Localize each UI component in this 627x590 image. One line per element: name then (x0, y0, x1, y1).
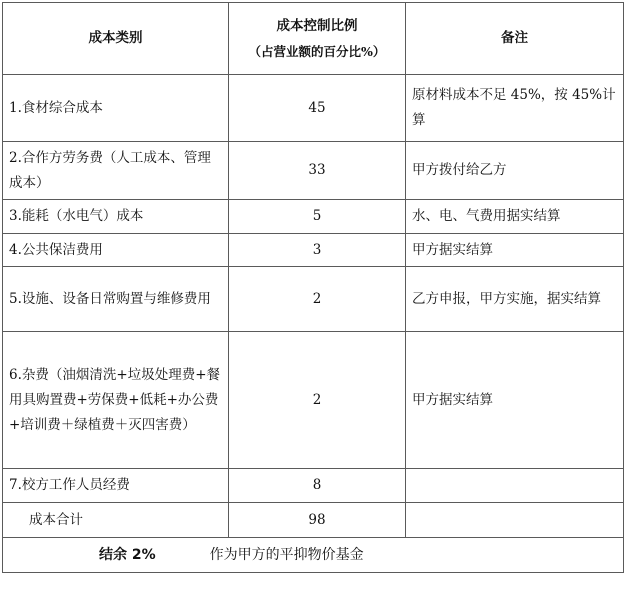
surplus-note: 作为甲方的平抑物价基金 (209, 546, 364, 563)
total-ratio: 98 (229, 503, 406, 538)
table-row (3, 200, 624, 234)
header-ratio (229, 3, 406, 75)
footer-cell (3, 538, 624, 573)
row-ratio: 3 (229, 234, 406, 267)
row-remark: 甲方拨付给乙方 (406, 142, 624, 200)
row-ratio: 5 (229, 200, 406, 234)
table-row (3, 142, 624, 200)
total-row (3, 503, 624, 538)
table-row (3, 267, 624, 332)
header-ratio-subtitle: （占营业额的百分比%） (248, 43, 386, 59)
row-category: 6.杂费（油烟清洗+垃圾处理费+餐用具购置费+劳保费+低耗+办公费+培训费＋绿植费＋灭四害费） (3, 332, 229, 469)
row-ratio: 45 (229, 75, 406, 142)
table-row (3, 469, 624, 503)
header-category: 成本类别 (3, 3, 229, 75)
header-ratio-title: 成本控制比例 (276, 17, 358, 34)
row-remark: 水、电、气费用据实结算 (406, 200, 624, 234)
row-ratio: 2 (229, 332, 406, 469)
table-row (3, 75, 624, 142)
surplus-label: 结余 2% (99, 546, 156, 563)
total-label: 成本合计 (3, 503, 229, 538)
table-row (3, 332, 624, 469)
row-category: 7.校方工作人员经费 (3, 469, 229, 503)
row-ratio: 8 (229, 469, 406, 503)
row-category: 4.公共保洁费用 (3, 234, 229, 267)
row-category: 3.能耗（水电气）成本 (3, 200, 229, 234)
row-remark: 甲方据实结算 (406, 234, 624, 267)
header-row (3, 3, 624, 75)
row-remark: 乙方申报，甲方实施，据实结算 (406, 267, 624, 332)
row-remark: 甲方据实结算 (406, 332, 624, 469)
row-remark: 原材料成本不足 45%，按 45%计算 (406, 75, 624, 142)
row-ratio: 2 (229, 267, 406, 332)
footer-row (3, 538, 624, 573)
header-remarks: 备注 (406, 3, 624, 75)
cost-control-table (2, 2, 624, 573)
total-remark (406, 503, 624, 538)
row-category: 1.食材综合成本 (3, 75, 229, 142)
row-ratio: 33 (229, 142, 406, 200)
table-row (3, 234, 624, 267)
row-category: 5.设施、设备日常购置与维修费用 (3, 267, 229, 332)
row-category: 2.合作方劳务费（人工成本、管理成本） (3, 142, 229, 200)
row-remark (406, 469, 624, 503)
